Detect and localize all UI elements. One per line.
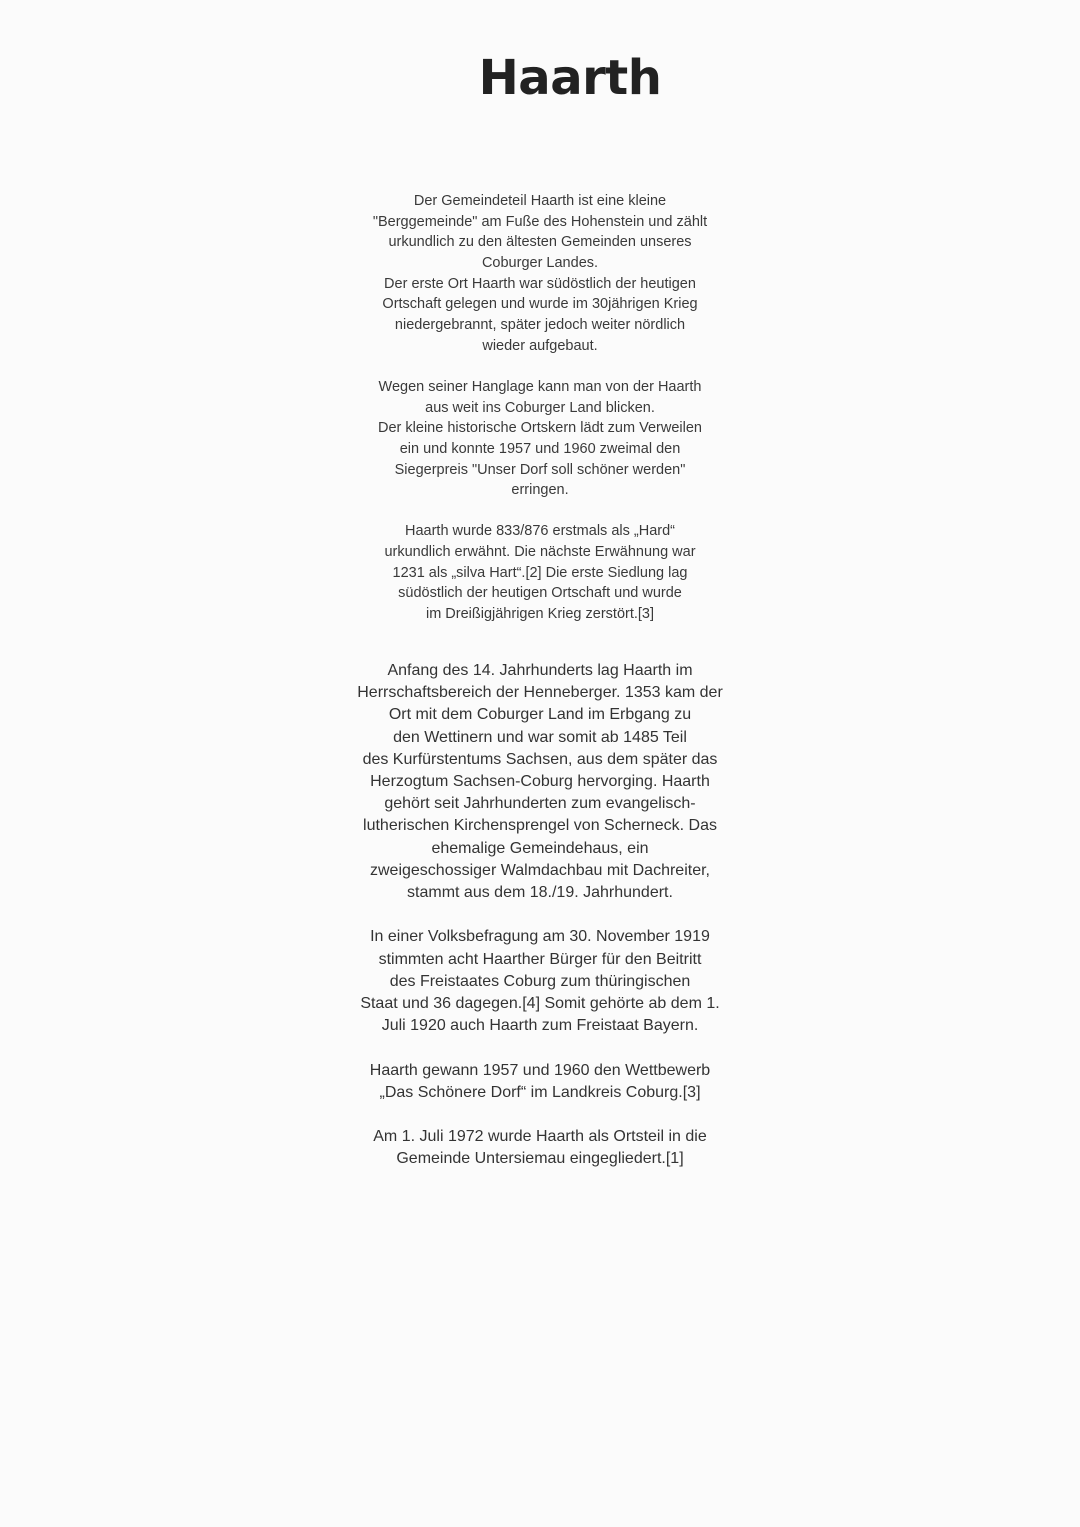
- intro-section: [0, 191, 1080, 625]
- history-paragraph-1: Anfang des 14. Jahrhunderts lag Haarth im Herrschaftsbereich der Henneberger. 1353 kam der Ort mit dem Coburger Land im Erbgang zu den Wettinern und war somit ab 1485 Teil des Kurfürstentums Sachsen, aus dem später das Herzogtum Sachsen-Coburg hervorging. Haarth gehört seit Jahrhunderten zum evangelisch- lutherischen Kirchensprengel von Scherneck. Das ehemalige Gemeindehaus, ein zweigeschossiger Walmdachbau mit Dachreiter, stammt aus dem 18./19. Jahrhundert.: [357, 662, 723, 902]
- intro-paragraph-1: Der Gemeindeteil Haarth ist eine kleine "Berggemeinde" am Fuße des Hohenstein und zählt urkundlich zu den ältesten Gemeinden unseres Coburger Landes. Der erste Ort Haarth war südöstlich der heutigen Ortschaft gelegen und wurde im 30jährigen Krieg niedergebrannt, später jedoch weiter nördlich wieder aufgebaut.: [372, 193, 708, 354]
- intro-paragraph-2: Wegen seiner Hanglage kann man von der Haarth aus weit ins Coburger Land blicken. Der kleine historische Ortskern lädt zum Verweilen ein und konnte 1957 und 1960 zweimal den Siegerpreis "Unser Dorf soll schöner werden" erringen.: [378, 378, 702, 499]
- history-paragraph-2: In einer Volksbefragung am 30. November 1919 stimmten acht Haarther Bürger für den Beitritt des Freistaates Coburg zum thüringischen Staat und 36 dagegen.[4] Somit gehörte ab dem 1. Juli 1920 auch Haarth zum Freistaat Bayern.: [360, 928, 720, 1035]
- history-paragraph-4: Am 1. Juli 1972 wurde Haarth als Ortsteil in die Gemeinde Untersiemau eingegliedert.[1]: [373, 1128, 707, 1168]
- intro-paragraph-3: Haarth wurde 833/876 erstmals als „Hard“ urkundlich erwähnt. Die nächste Erwähnung war 1231 als „silva Hart“.[2] Die erste Siedlung lag südöstlich der heutigen Ortschaft und wurde im Dreißigjährigen Krieg zerstört.[3]: [384, 523, 696, 623]
- history-paragraph-3: Haarth gewann 1957 und 1960 den Wettbewerb „Das Schönere Dorf“ im Landkreis Coburg.[3]: [369, 1061, 711, 1101]
- page-title: Haarth: [478, 50, 662, 106]
- history-section: [0, 660, 1080, 1171]
